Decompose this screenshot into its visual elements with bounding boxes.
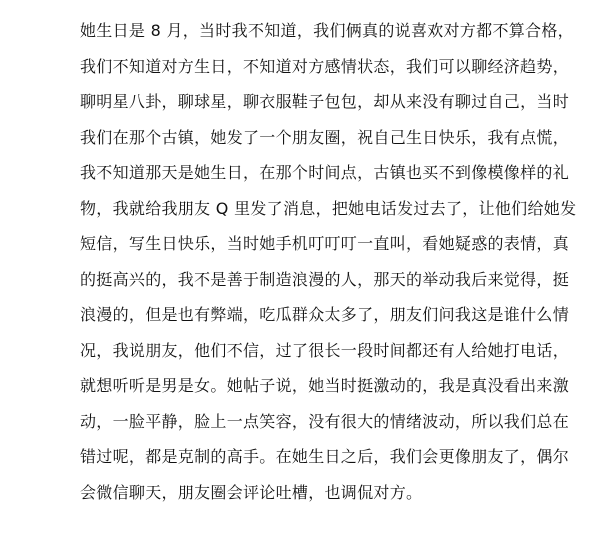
text-line-14: 会微信聊天，朋友圈会评论吐槽，也调侃对方。: [80, 482, 423, 502]
text-line-10: 况，我说朋友，他们不信，过了很长一段时间都还有人给她打电话，: [80, 340, 570, 360]
text-line-1: 她生日是 8 月，当时我不知道，我们俩真的说喜欢对方都不算合格，: [80, 21, 574, 40]
text-line-3: 聊明星八卦，聊球星，聊衣服鞋子包包，却从来没有聊过自己，当时: [80, 92, 570, 111]
text-line-6: 物，我就给我朋友 Q 里发了消息，把她电话发过去了，让他们给她发: [80, 198, 577, 218]
text-line-2: 我们不知道对方生日，不知道对方感情状态，我们可以聊经济趋势，: [80, 56, 570, 76]
text-line-7: 短信，写生日快乐，当时她手机叮叮叮一直叫，看她疑惑的表情，真: [80, 234, 570, 253]
text-line-4: 我们在那个古镇，她发了一个朋友圈，祝自己生日快乐，我有点慌，: [80, 127, 570, 147]
article-paragraph: [80, 13, 577, 510]
text-line-9: 浪漫的，但是也有弊端，吃瓜群众太多了，朋友们问我这是谁什么情: [80, 305, 570, 324]
text-line-11: 就想听听是男是女。她帖子说，她当时挺激动的，我是真没看出来激: [80, 376, 570, 395]
text-line-8: 的挺高兴的，我不是善于制造浪漫的人，那天的举动我后来觉得，挺: [80, 269, 570, 289]
text-line-5: 我不知道那天是她生日，在那个时间点，古镇也买不到像模像样的礼: [80, 163, 570, 182]
text-line-12: 动，一脸平静，脸上一点笑容，没有很大的情绪波动，所以我们总在: [80, 411, 570, 431]
text-line-13: 错过呢，都是克制的高手。在她生日之后，我们会更像朋友了，偶尔: [80, 447, 570, 466]
